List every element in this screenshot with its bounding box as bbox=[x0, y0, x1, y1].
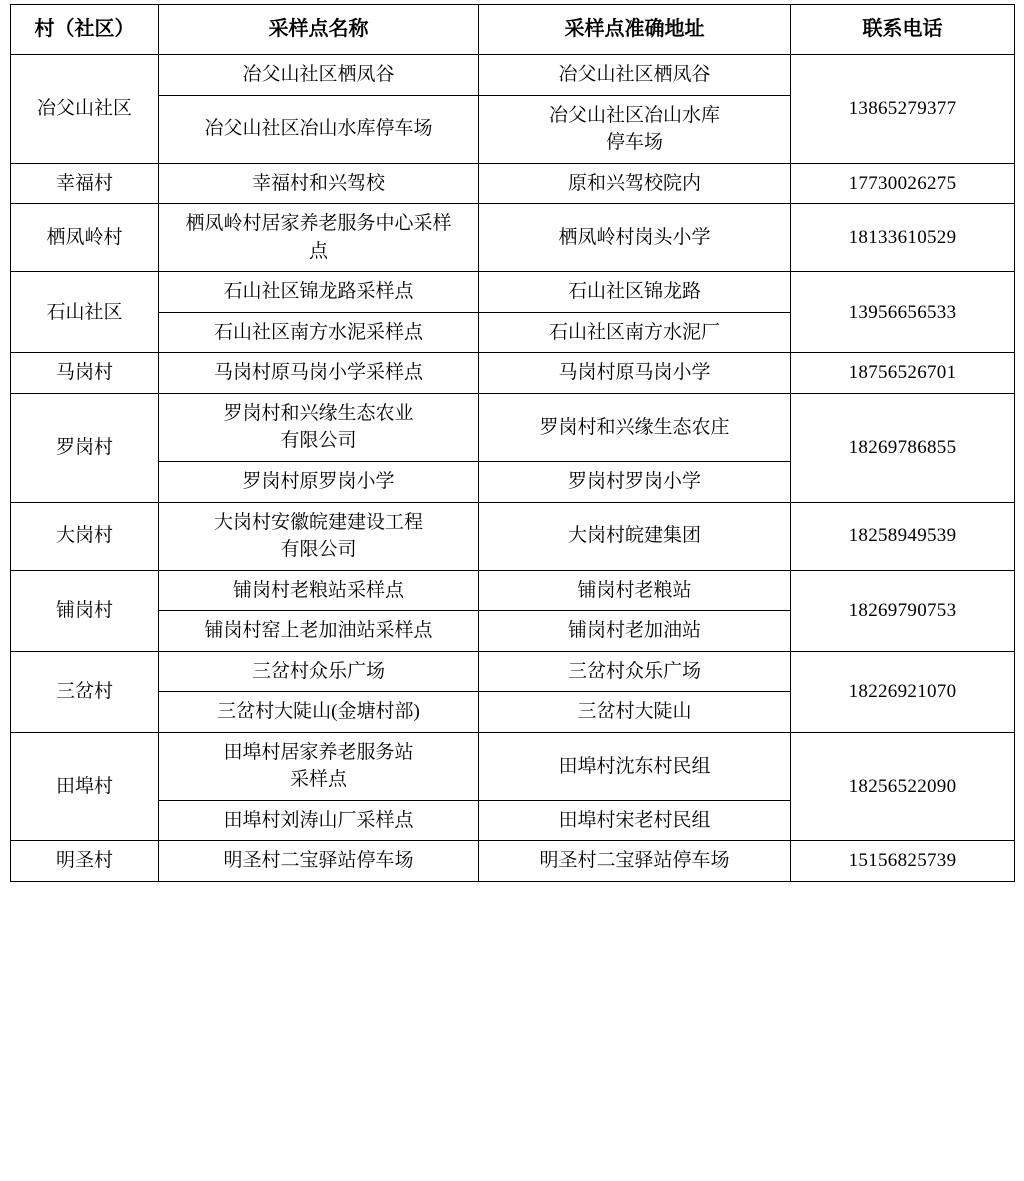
cell-phone: 15156825739 bbox=[791, 841, 1015, 882]
cell-village: 幸福村 bbox=[11, 163, 159, 204]
cell-point-name: 罗岗村原罗岗小学 bbox=[159, 462, 479, 503]
cell-phone: 18258949539 bbox=[791, 502, 1015, 570]
sampling-point-table bbox=[10, 4, 1015, 882]
cell-point-name: 三岔村众乐广场 bbox=[159, 651, 479, 692]
cell-phone: 18226921070 bbox=[791, 651, 1015, 732]
cell-village: 栖凤岭村 bbox=[11, 204, 159, 272]
cell-point-name: 栖凤岭村居家养老服务中心采样 点 bbox=[159, 204, 479, 272]
cell-point-name: 铺岗村老粮站采样点 bbox=[159, 570, 479, 611]
cell-point-address: 原和兴驾校院内 bbox=[479, 163, 791, 204]
cell-point-address: 冶父山社区栖凤谷 bbox=[479, 55, 791, 96]
cell-point-name: 三岔村大陡山(金塘村部) bbox=[159, 692, 479, 733]
table-row bbox=[11, 353, 1015, 394]
cell-point-address: 田埠村沈东村民组 bbox=[479, 732, 791, 800]
table-row bbox=[11, 841, 1015, 882]
cell-point-address: 田埠村宋老村民组 bbox=[479, 800, 791, 841]
cell-point-address: 马岗村原马岗小学 bbox=[479, 353, 791, 394]
cell-point-address: 大岗村皖建集团 bbox=[479, 502, 791, 570]
cell-point-name: 石山社区南方水泥采样点 bbox=[159, 312, 479, 353]
cell-phone: 13956656533 bbox=[791, 272, 1015, 353]
cell-point-address: 铺岗村老粮站 bbox=[479, 570, 791, 611]
cell-phone: 17730026275 bbox=[791, 163, 1015, 204]
cell-point-name: 田埠村刘涛山厂采样点 bbox=[159, 800, 479, 841]
cell-village: 石山社区 bbox=[11, 272, 159, 353]
table-row bbox=[11, 502, 1015, 570]
cell-point-address: 石山社区锦龙路 bbox=[479, 272, 791, 313]
cell-point-name: 冶父山社区栖凤谷 bbox=[159, 55, 479, 96]
table-row bbox=[11, 55, 1015, 96]
cell-point-name: 罗岗村和兴缘生态农业 有限公司 bbox=[159, 393, 479, 461]
table-row bbox=[11, 204, 1015, 272]
table-header bbox=[11, 5, 1015, 55]
cell-phone: 18256522090 bbox=[791, 732, 1015, 841]
cell-phone: 18133610529 bbox=[791, 204, 1015, 272]
column-header-point-address: 采样点准确地址 bbox=[479, 5, 791, 55]
cell-point-name: 明圣村二宝驿站停车场 bbox=[159, 841, 479, 882]
table-row bbox=[11, 732, 1015, 800]
cell-village: 大岗村 bbox=[11, 502, 159, 570]
cell-village: 明圣村 bbox=[11, 841, 159, 882]
cell-point-address: 石山社区南方水泥厂 bbox=[479, 312, 791, 353]
cell-village: 田埠村 bbox=[11, 732, 159, 841]
cell-phone: 18269790753 bbox=[791, 570, 1015, 651]
table-row bbox=[11, 393, 1015, 461]
cell-point-address: 明圣村二宝驿站停车场 bbox=[479, 841, 791, 882]
cell-point-name: 马岗村原马岗小学采样点 bbox=[159, 353, 479, 394]
cell-point-address: 罗岗村罗岗小学 bbox=[479, 462, 791, 503]
cell-village: 罗岗村 bbox=[11, 393, 159, 502]
cell-point-name: 大岗村安徽皖建建设工程 有限公司 bbox=[159, 502, 479, 570]
cell-point-name: 铺岗村窑上老加油站采样点 bbox=[159, 611, 479, 652]
table-body bbox=[11, 55, 1015, 882]
cell-phone: 18756526701 bbox=[791, 353, 1015, 394]
cell-point-name: 冶父山社区冶山水库停车场 bbox=[159, 95, 479, 163]
cell-phone: 18269786855 bbox=[791, 393, 1015, 502]
cell-village: 马岗村 bbox=[11, 353, 159, 394]
cell-point-address: 栖凤岭村岗头小学 bbox=[479, 204, 791, 272]
cell-point-address: 三岔村众乐广场 bbox=[479, 651, 791, 692]
cell-point-name: 田埠村居家养老服务站 采样点 bbox=[159, 732, 479, 800]
table-header-row bbox=[11, 5, 1015, 55]
table-row bbox=[11, 163, 1015, 204]
column-header-village: 村（社区） bbox=[11, 5, 159, 55]
cell-point-address: 冶父山社区冶山水库 停车场 bbox=[479, 95, 791, 163]
cell-point-address: 罗岗村和兴缘生态农庄 bbox=[479, 393, 791, 461]
table-row bbox=[11, 651, 1015, 692]
cell-village: 冶父山社区 bbox=[11, 55, 159, 164]
cell-phone: 13865279377 bbox=[791, 55, 1015, 164]
cell-village: 铺岗村 bbox=[11, 570, 159, 651]
cell-point-address: 三岔村大陡山 bbox=[479, 692, 791, 733]
column-header-point-name: 采样点名称 bbox=[159, 5, 479, 55]
cell-point-name: 石山社区锦龙路采样点 bbox=[159, 272, 479, 313]
cell-point-name: 幸福村和兴驾校 bbox=[159, 163, 479, 204]
cell-point-address: 铺岗村老加油站 bbox=[479, 611, 791, 652]
column-header-phone: 联系电话 bbox=[791, 5, 1015, 55]
cell-village: 三岔村 bbox=[11, 651, 159, 732]
table-row bbox=[11, 272, 1015, 313]
table-row bbox=[11, 570, 1015, 611]
